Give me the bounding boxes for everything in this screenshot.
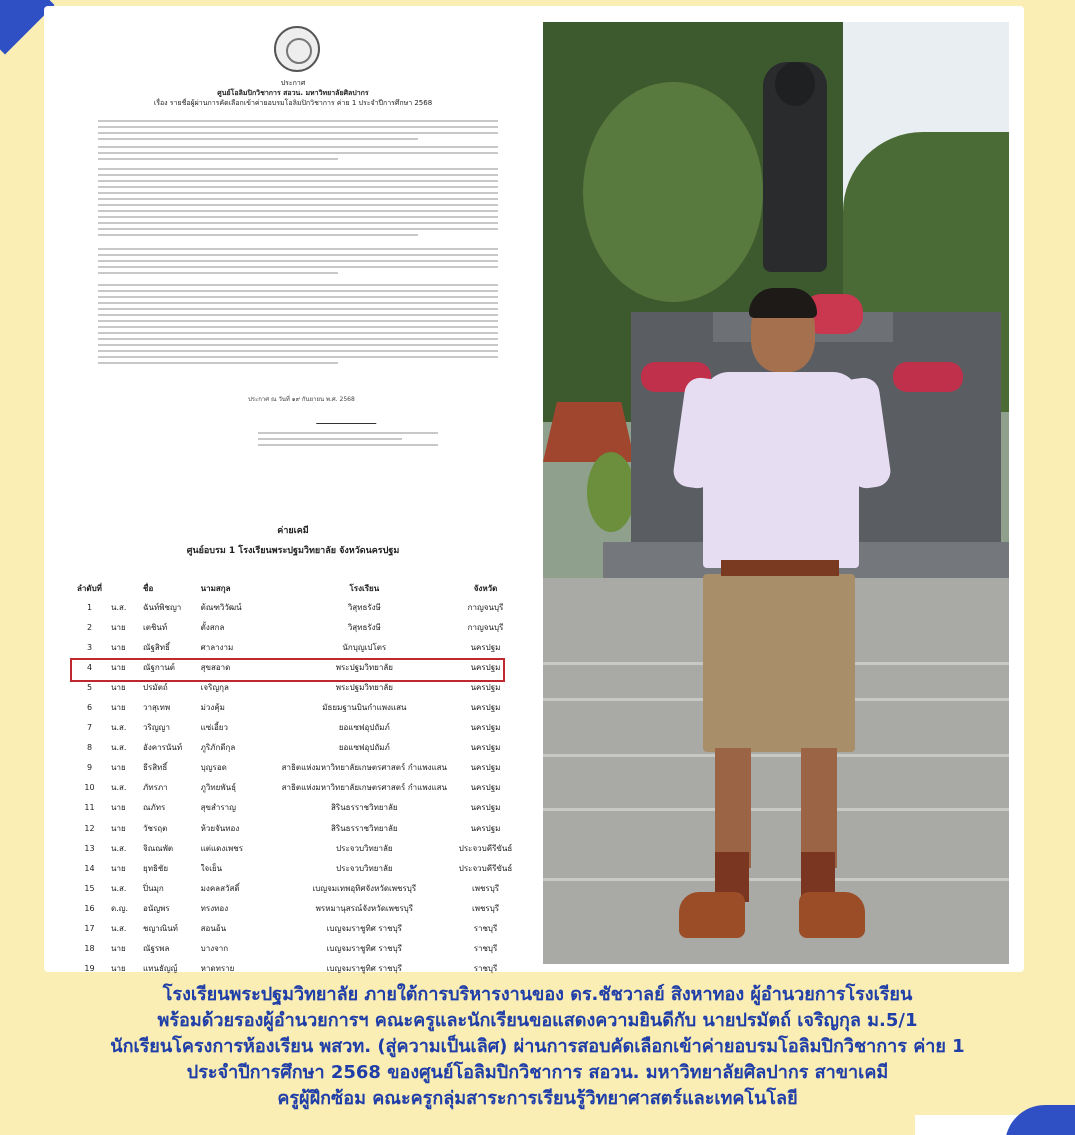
cell-no: 15 — [84, 883, 95, 893]
cell-province: นครปฐม — [470, 783, 501, 793]
cell-school: วิสุทธรังษี — [347, 622, 381, 632]
cell-title: น.ส. — [110, 924, 127, 934]
table-row — [68, 758, 524, 778]
highlighted-row-box — [70, 658, 505, 682]
cell-title: นาย — [110, 703, 126, 713]
cell-title: นาย — [110, 622, 126, 632]
cell-last: สุขสำราญ — [200, 803, 236, 813]
cell-last: ภูวิทยพันธุ์ — [200, 783, 236, 793]
cell-title: น.ส. — [110, 883, 127, 893]
cell-province: ราชบุรี — [473, 944, 498, 954]
cell-school: พระปฐมวิทยาลัย — [335, 662, 393, 672]
cell-last: แซ่เอี้ยว — [200, 723, 228, 733]
cell-first: ณภัทร — [143, 803, 166, 813]
congratulation-caption — [0, 982, 1075, 1112]
cell-first: ยุทธิชัย — [143, 863, 169, 873]
cell-title: น.ส. — [110, 783, 127, 793]
cell-school: วิสุทธรังษี — [347, 602, 381, 612]
cell-first: ภัทรภา — [143, 783, 168, 793]
cell-last: บุญรอด — [200, 763, 227, 773]
table-row — [68, 778, 524, 798]
cell-no: 17 — [84, 924, 95, 934]
cell-last: แต่แดงเพชร — [200, 843, 243, 853]
cell-province: นครปฐม — [470, 662, 501, 672]
cell-school: สิรินธรราชวิทยาลัย — [331, 803, 398, 813]
doc-paragraph-5 — [98, 284, 498, 290]
cell-no: 13 — [84, 843, 95, 853]
cell-last: ศาลางาม — [200, 642, 234, 652]
caption-line-3: นักเรียนโครงการห้องเรียน พสวท. (สู่ความเป็นเลิศ) ผ่านการสอบคัดเลือกเข้าค่ายอบรมโอลิมปิกวิชาการ ค่าย 1 — [110, 1036, 965, 1057]
cell-last: มงคลสวัสดิ์ — [200, 883, 240, 893]
cell-province: กาญจนบุรี — [467, 602, 504, 612]
cell-school: นักบุญเปโตร — [342, 642, 387, 652]
signatory-block — [258, 432, 438, 450]
cell-no: 19 — [84, 964, 95, 974]
cell-title: นาย — [110, 682, 126, 692]
announcement-document — [58, 18, 528, 974]
cell-last: ห้วยจันทอง — [200, 823, 240, 833]
doc-date: ประกาศ ณ วันที่ ๑๙ กันยายน พ.ศ. 2568 — [248, 396, 355, 403]
header-no: ลำดับที่ — [77, 584, 102, 593]
cell-school: มัธยมฐานบินกำแพงแสน — [322, 703, 407, 713]
cell-school: ยอแซฟอุปถัมภ์ — [338, 743, 390, 753]
cell-title: น.ส. — [110, 602, 127, 612]
cell-first: ธีรสิทธิ์ — [143, 763, 168, 773]
cell-no: 4 — [86, 662, 93, 672]
cell-no: 10 — [84, 783, 95, 793]
cell-first: ปรมัตถ์ — [143, 682, 168, 692]
cell-no: 12 — [84, 823, 95, 833]
table-row — [68, 838, 524, 858]
doc-heading: ประกาศ — [280, 79, 306, 87]
cell-province: ราชบุรี — [473, 964, 498, 974]
table-row — [68, 919, 524, 939]
cell-last: ตั้งสกล — [200, 622, 225, 632]
cell-last: หาดทราย — [200, 964, 235, 974]
cell-province: กาญจนบุรี — [467, 622, 504, 632]
table-row — [68, 959, 524, 979]
cell-first: วัชรฤต — [143, 823, 168, 833]
cell-province: นครปฐม — [470, 803, 501, 813]
cell-last: ภูริภักดีกุล — [200, 743, 236, 753]
caption-line-1: โรงเรียนพระปฐมวิทยาลัย ภายใต้การบริหารงานของ ดร.ชัชวาลย์ สิงหาทอง ผู้อำนวยการโรงเรียน — [162, 984, 913, 1005]
cell-first: วาสุเทพ — [143, 703, 171, 713]
cell-last: ใจเย็น — [200, 863, 223, 873]
cell-title: นาย — [110, 803, 126, 813]
cell-last: สุขสอาด — [200, 662, 231, 672]
cell-first: แทนธัญญ์ — [143, 964, 178, 974]
cell-school: ประจวบวิทยาลัย — [336, 863, 393, 873]
table-row — [68, 798, 524, 818]
cell-school: พระปฐมวิทยาลัย — [335, 682, 393, 692]
cell-province: ประจวบคีรีขันธ์ — [458, 863, 513, 873]
header-school: โรงเรียน — [349, 584, 380, 593]
cell-province: นครปฐม — [470, 682, 501, 692]
cell-no: 5 — [86, 682, 93, 692]
doc-paragraph-1 — [98, 120, 498, 126]
header-title — [111, 580, 143, 597]
cell-title: ด.ญ. — [110, 903, 129, 913]
table-row — [68, 738, 524, 758]
cell-no: 14 — [84, 863, 95, 873]
cell-last: สอนอ้น — [200, 924, 227, 934]
cell-first: จิณณพัต — [143, 843, 174, 853]
doc-paragraph-3 — [98, 168, 498, 174]
cell-last: เจริญกุล — [200, 682, 229, 692]
cell-no: 9 — [86, 763, 93, 773]
cell-school: สาธิตแห่งมหาวิทยาลัยเกษตรศาสตร์ กำแพงแสน — [281, 763, 448, 773]
doc-paragraph-4 — [98, 248, 498, 254]
cell-first: ชญาณินท์ — [143, 924, 178, 934]
cell-title: นาย — [110, 944, 126, 954]
table-row — [68, 939, 524, 959]
table-row — [68, 597, 524, 617]
cell-first: อนัญพร — [143, 903, 170, 913]
doc-subject: เรื่อง รายชื่อผู้ผ่านการคัดเลือกเข้าค่ายอบรมโอลิมปิกวิชาการ ค่าย 1 ประจำปีการศึกษา 2568 — [153, 99, 433, 107]
cell-province: นครปฐม — [470, 703, 501, 713]
cell-title: น.ส. — [110, 843, 127, 853]
cell-first: ณัฐรพล — [143, 944, 170, 954]
table-row — [68, 818, 524, 838]
table-row — [68, 858, 524, 878]
cell-province: ประจวบคีรีขันธ์ — [458, 843, 513, 853]
cell-first: ณัฐกานต์ — [143, 662, 175, 672]
header-last-name: นามสกุล — [200, 584, 231, 593]
cell-school: เบญจมราชูทิศ ราชบุรี — [326, 964, 402, 974]
cell-no: 8 — [86, 743, 93, 753]
table-header-row — [68, 580, 524, 597]
camp-title: ค่ายเคมี — [277, 526, 309, 536]
cell-title: นาย — [110, 662, 126, 672]
table-row — [68, 617, 524, 637]
cell-school: ประจวบวิทยาลัย — [336, 843, 393, 853]
cell-title: นาย — [110, 823, 126, 833]
student-photo — [543, 22, 1009, 964]
signature — [316, 410, 380, 424]
cell-school: เบญจมราชูทิศ ราชบุรี — [326, 924, 402, 934]
cell-no: 16 — [84, 903, 95, 913]
cell-no: 11 — [84, 803, 95, 813]
camp-center: ศูนย์อบรม 1 โรงเรียนพระปฐมวิทยาลัย จังหวัดนครปฐม — [186, 546, 400, 556]
cell-no: 18 — [84, 944, 95, 954]
table-row — [68, 637, 524, 657]
cell-province: นครปฐม — [470, 723, 501, 733]
cell-province: นครปฐม — [470, 642, 501, 652]
cell-title: น.ส. — [110, 723, 127, 733]
cell-province: เพชรบุรี — [471, 903, 500, 913]
cell-last: ม่วงคุ้ม — [200, 703, 225, 713]
cell-province: ราชบุรี — [473, 924, 498, 934]
cell-province: เพชรบุรี — [471, 883, 500, 893]
caption-line-4: ประจำปีการศึกษา 2568 ของศูนย์โอลิมปิกวิชาการ สอวน. มหาวิทยาลัยศิลปากร สาขาเคมี — [186, 1062, 889, 1083]
cell-title: น.ส. — [110, 743, 127, 753]
cell-province: นครปฐม — [470, 763, 501, 773]
cell-school: เบญจมราชูทิศ ราชบุรี — [326, 944, 402, 954]
caption-line-2: พร้อมด้วยรองผู้อำนวยการฯ คณะครูและนักเรียนขอแสดงความยินดีกับ นายปรมัตถ์ เจริญกุล ม.5/1 — [157, 1010, 918, 1031]
cell-last: ทรงทอง — [200, 903, 229, 913]
cell-first: วริญญา — [143, 723, 170, 733]
table-row — [68, 697, 524, 717]
cell-title: นาย — [110, 642, 126, 652]
doc-issuer: ศูนย์โอลิมปิกวิชาการ สอวน. มหาวิทยาลัยศิลปากร — [217, 89, 369, 97]
cell-first: ฉันท์พิชญา — [143, 602, 182, 612]
cell-no: 1 — [86, 602, 93, 612]
cell-last: บางจาก — [200, 944, 229, 954]
cell-title: นาย — [110, 964, 126, 974]
cell-first: เตชินท์ — [143, 622, 168, 632]
cell-first: อังคารนันท์ — [143, 743, 183, 753]
header-first-name: ชื่อ — [143, 584, 154, 593]
cell-school: เบญจมเทพอุทิศจังหวัดเพชรบุรี — [312, 883, 417, 893]
cell-province: นครปฐม — [470, 743, 501, 753]
cell-school: พรหมานุสรณ์จังหวัดเพชรบุรี — [315, 903, 413, 913]
doc-paragraph-2 — [98, 146, 498, 152]
cell-no: 7 — [86, 723, 93, 733]
table-row — [68, 718, 524, 738]
caption-line-5: ครูผู้ฝึกซ้อม คณะครูกลุ่มสาระการเรียนรู้วิทยาศาสตร์และเทคโนโลยี — [277, 1088, 798, 1109]
cell-title: นาย — [110, 763, 126, 773]
cell-school: ยอแซฟอุปถัมภ์ — [338, 723, 390, 733]
cell-title: นาย — [110, 863, 126, 873]
cell-school: สาธิตแห่งมหาวิทยาลัยเกษตรศาสตร์ กำแพงแสน — [281, 783, 448, 793]
cell-last: ต้ณฑวิวัฒน์ — [200, 602, 242, 612]
cell-school: สิรินธรราชวิทยาลัย — [331, 823, 398, 833]
cell-no: 6 — [86, 703, 93, 713]
header-province: จังหวัด — [473, 584, 498, 593]
cell-first: ณัฐสิทธิ์ — [143, 642, 170, 652]
cell-no: 2 — [86, 622, 93, 632]
university-seal-icon — [274, 26, 320, 72]
cell-first: ปิ่นมุก — [143, 883, 164, 893]
table-row — [68, 898, 524, 918]
cell-province: นครปฐม — [470, 823, 501, 833]
participant-table — [68, 580, 524, 979]
table-row — [68, 878, 524, 898]
cell-no: 3 — [86, 642, 93, 652]
